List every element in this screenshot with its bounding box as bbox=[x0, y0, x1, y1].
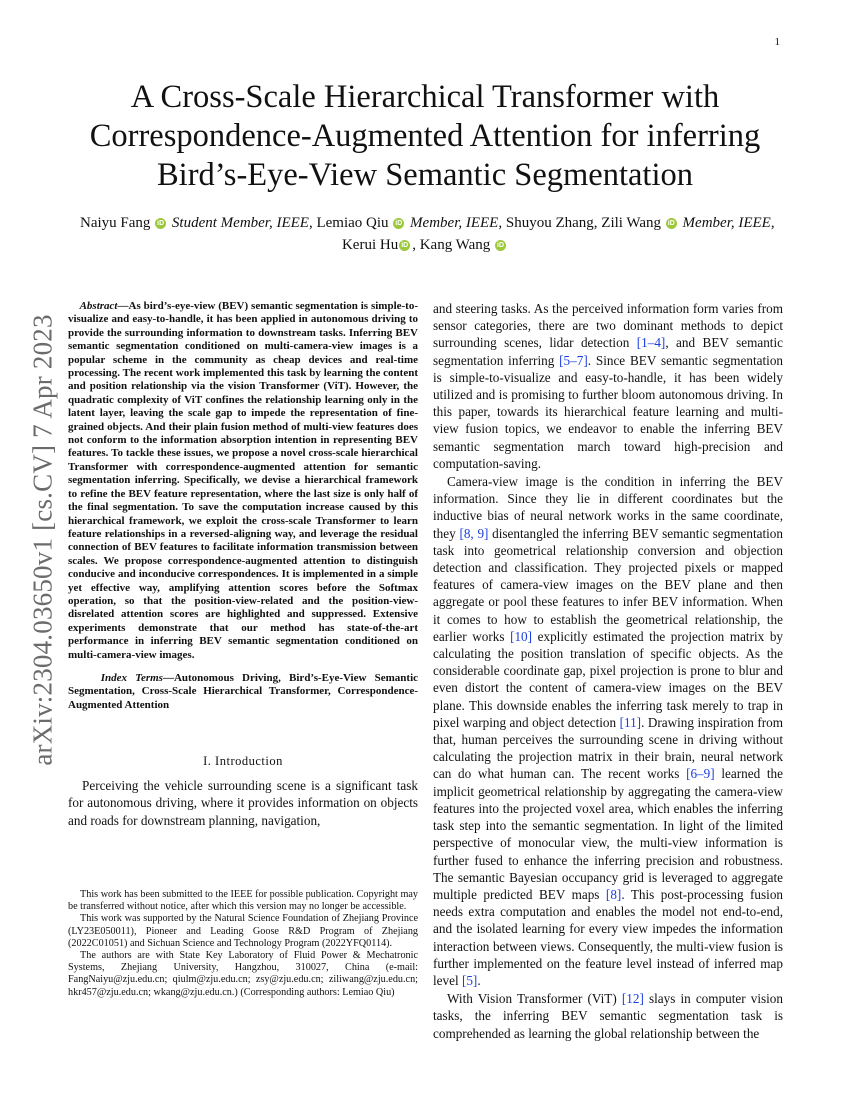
citation-link[interactable]: [5–7] bbox=[559, 352, 588, 368]
text-run: . Since BEV semantic segmentation is simple-to-visualize and easy-to-handle, it has been widely utilized and is promising to further bloom autonomous driving. In this paper, towards its hierarchical feature learning and multi-view fusion topics, we endeavor to enable the inferring BEV semantic segmentation march toward high-precision and computation-saving. bbox=[433, 352, 784, 471]
paragraph-vit bbox=[433, 990, 783, 1042]
index-terms bbox=[68, 672, 418, 712]
footnote-copyright: This work has been submitted to the IEEE for possible publication. Copyright may be transferred without notice, after which this version may no longer be accessible. bbox=[68, 889, 418, 913]
author-name: Lemiao Qiu bbox=[316, 215, 389, 231]
paragraph-camera-view bbox=[433, 473, 783, 989]
abstract bbox=[68, 300, 418, 662]
paper-title bbox=[80, 78, 770, 195]
text-run: slays in computer vision tasks, the inferring BEV semantic segmentation task is comprehended as learning the global relationship between the bbox=[433, 991, 783, 1041]
text-run: Camera-view image is the condition in inferring the BEV information. Since they lie in different coordinates but the inductive bias of neural network works in the same coordinate, they bbox=[433, 474, 783, 541]
author-membership: Member, IEEE bbox=[410, 215, 499, 231]
title-line-1: A Cross-Scale Hierarchical Transformer with bbox=[130, 79, 720, 115]
orcid-icon[interactable]: iD bbox=[401, 242, 409, 249]
text-run: explicitly estimated the projection matrix by calculating the position translation of specific objects. As the considerable coordinate gap, pixel projection is prone to blur and even distort the content of camera-view images on the BEV plane. This downside enables the inferring task merely to trap in pixel warping and object detection bbox=[433, 628, 784, 730]
page-number: 1 bbox=[774, 36, 780, 48]
author-line-1: Naiyu Fang iD Student Member, IEEE, Lemiao Qiu iD Member, IEEE, Shuyou Zhang, Zili Wang iD Member, IEEE, bbox=[80, 215, 775, 231]
author-membership: Student Member, IEEE bbox=[171, 215, 309, 231]
abstract-label: Abstract bbox=[79, 300, 118, 312]
citation-link[interactable]: [12] bbox=[621, 991, 644, 1007]
author-name: Kang Wang bbox=[419, 237, 491, 253]
text-run: . Drawing inspiration from that, human perceives the surrounding scene in driving without calculating the projection matrix in their brain, neural network can do what human can. The recent works bbox=[433, 714, 784, 782]
text-run: . bbox=[477, 972, 481, 988]
abstract-text: —As bird’s-eye-view (BEV) semantic segmentation is simple-to-visualize and easy-to-handle, it has been applied in autonomous driving to provide the surrounding information to downstream tasks. Inferring BEV semantic segmentation conditioned on multi-camera-view images is a popular scheme in the community as cheap devices and real-time processing. The recent work implemented this task by learning the content and position relationship via the vision Transformer (ViT). However, the quadratic complexity of ViT confines the relationship learning only in the latent layer, leaving the scale gap to impede the representation of fine-grained objects. And their plain fusion method of multi-view features does not conform to the information absorption intention in representing BEV features. To tackle these issues, we propose a novel cross-scale hierarchical Transformer with correspondence-augmented attention for semantic segmentation inferring. Specifically, we devise a hierarchical framework to refine the BEV feature representation, where the last size is only half of the final segmentation. To save the computation increase caused by this hierarchical framework, we exploit the cross-scale Transformer to learn feature relationships in a reversed-aligning way, and leverage the residual connection of BEV features to facilitate information transmission between scales. We propose correspondence-augmented attention to distinguish conducive and inconducive correspondences. It is implemented in a simple yet effective way, amplifying attention scores before the Softmax operation, so that the position-view-related and the position-view-disrelated attention scores are highlighted and suppressed. Extensive experiments demonstrate that our method has state-of-the-art performance in inferring BEV semantic segmentation conditioned on multi-camera-view images. bbox=[68, 300, 418, 661]
citation-link[interactable]: [8, 9] bbox=[459, 525, 489, 541]
orcid-icon[interactable]: iD bbox=[395, 220, 403, 227]
section-heading-introduction: I. Introduction bbox=[203, 754, 283, 769]
intro-paragraph: Perceiving the vehicle surrounding scene is a significant task for autonomous driving, where it provides information on objects and roads for downstream planning, navigation, bbox=[68, 778, 418, 828]
citation-link[interactable]: [1–4] bbox=[636, 335, 666, 351]
index-terms-label: Index Terms bbox=[100, 671, 163, 684]
citation-link[interactable]: [5] bbox=[461, 972, 478, 988]
author-name: Kerui Hu bbox=[341, 237, 399, 253]
footnote-affiliation: The authors are with State Key Laboratory of Fluid Power & Mechatronic Systems, Zhejiang University, Hangzhou, 310027, China (e-mail: FangNaiyu@zju.edu.cn; qiulm@zju.edu.cn; zsy@zju.edu.cn; ziliwang@zju.edu.cn; hkr457@zju.edu.cn; wkang@zju.edu.cn.) (Corresponding authors: Lemiao Qiu) bbox=[68, 950, 418, 998]
arxiv-sidebar bbox=[18, 290, 68, 790]
text-run: , and BEV semantic segmentation inferring bbox=[433, 335, 783, 368]
title-line-2: Correspondence-Augmented Attention for inferring bbox=[89, 118, 761, 154]
author-name: Shuyou Zhang bbox=[505, 215, 594, 231]
text-run: and steering tasks. As the perceived information form varies from sensor categories, there are two dominant methods to depict surrounding scenes, lidar detection bbox=[433, 301, 783, 351]
text-run: . This post-processing fusion needs extra computation and enables the model not end-to-end, and the isolated learning for every view impedes the information interaction between views. Consequently, the multi-view fusion is further implemented on the feature level instead of inferred map level bbox=[433, 886, 784, 988]
paragraph-continued bbox=[433, 300, 783, 472]
index-terms-text: —Autonomous Driving, Bird’s-Eye-View Semantic Segmentation, Cross-Scale Hierarchical Transformer, Correspondence-Augmented Attention bbox=[68, 671, 419, 711]
orcid-icon[interactable]: iD bbox=[667, 220, 675, 227]
citation-link[interactable]: [6–9] bbox=[686, 766, 715, 782]
author-name: Zili Wang bbox=[601, 215, 662, 231]
arxiv-identifier[interactable]: arXiv:2304.03650v1 [cs.CV] 7 Apr 2023 bbox=[27, 314, 58, 766]
author-list bbox=[80, 212, 775, 256]
right-column bbox=[433, 300, 783, 1042]
footnotes bbox=[68, 889, 418, 999]
text-run: disentangled the inferring BEV semantic segmentation task into geometrical relationship conversion and objection detection and classification. They projected pixels or mapped features of camera-view images on the BEV plane and then aggregate or pool these features to infer BEV information. When it comes to how to establish the geometrical relationship, the earlier works bbox=[433, 525, 783, 644]
text-run: With Vision Transformer (ViT) bbox=[447, 991, 622, 1007]
author-membership: Member, IEEE bbox=[682, 215, 771, 231]
orcid-icon[interactable]: iD bbox=[157, 220, 165, 227]
left-column bbox=[68, 300, 418, 829]
citation-link[interactable]: [10] bbox=[510, 628, 533, 644]
citation-link[interactable]: [8] bbox=[605, 886, 622, 902]
text-run: learned the implicit geometrical relationship by aggregating the camera-view features into the projected voxel area, which enables the inferring task step into the semantic segmentation. In light of the limited perspective of monocular view, the multi-view information is further fused to enhance the inferring precision and robustness. The semantic Bayesian occupancy grid is leveraged to aggregate multiple predicted BEV maps bbox=[433, 766, 783, 902]
orcid-icon[interactable]: iD bbox=[497, 242, 505, 249]
citation-link[interactable]: [11] bbox=[619, 714, 642, 730]
title-line-3: Bird’s-Eye-View Semantic Segmentation bbox=[157, 157, 693, 193]
author-line-2: Kerui Hu iD , Kang Wang iD bbox=[341, 237, 505, 253]
author-name: Naiyu Fang bbox=[80, 215, 151, 231]
footnote-funding: This work was supported by the Natural Science Foundation of Zhejiang Province (LY23E050011), Pioneer and Leading Goose R&D Program of Zhejiang (2022C01051) and Sichuan Science and Technology Program (2022YFQ0114). bbox=[68, 913, 418, 949]
